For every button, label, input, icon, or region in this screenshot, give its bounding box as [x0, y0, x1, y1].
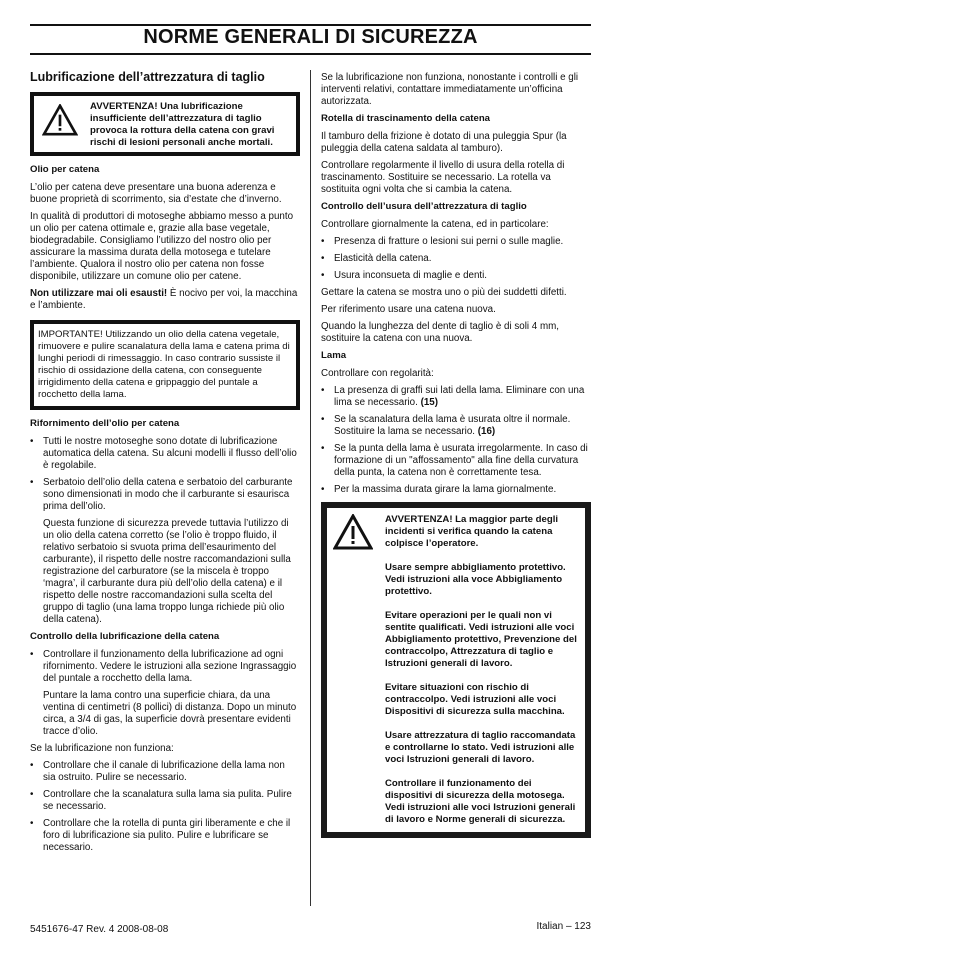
paragraph: Controllare giornalmente la catena, ed in particolare: [321, 219, 549, 230]
left-column [30, 70, 300, 859]
paragraph: Se la lubrificazione non funziona, nonostante i controlli e gli interventi relativi, contattare immediatamente un’officina autorizzata. [321, 72, 579, 107]
list-item: • Per la massima durata girare la lama giornalmente. [321, 484, 557, 495]
list-item: • Tutti le nostre motoseghe sono dotate di lubrificazione automatica della catena. Su alcuni modelli il flusso dell’olio è regolabile. [30, 436, 297, 471]
warning-paragraph: Evitare situazioni con rischio di contraccolpo. Vedi istruzioni alle voci Dispositivi di sicurezza sulla macchina. [385, 682, 565, 717]
paragraph [30, 288, 300, 312]
indented-paragraph: Puntare la lama contro una superficie chiara, da una ventina di centimetri (8 pollici) di distanza. Dopo un minuto circa, a 3/4 di gas, la superficie dovrà presentare evidenti tracce d’olio. [43, 690, 297, 737]
bullet-list [321, 236, 591, 282]
column-divider [310, 70, 311, 906]
section-heading: Lubrificazione dell’attrezzatura di taglio [30, 70, 265, 84]
right-column [321, 72, 591, 838]
subheading-check: Controllo della lubrificazione della catena [30, 631, 220, 642]
paragraph: L’olio per catena deve presentare una buona aderenza e buone proprietà di scorrimento, sia d’estate che d’inverno. [30, 182, 282, 205]
warning-paragraph: Usare attrezzatura di taglio raccomandata e controllarne lo stato. Vedi istruzioni alle voci Istruzioni generali di lavoro. [385, 730, 576, 765]
paragraph-text: È nocivo per voi, la macchina e l’ambiente. [30, 288, 298, 311]
list-item: • La presenza di graffi sui lati della lama. Eliminare con una lima se necessario. (15) [321, 385, 585, 408]
warning-box-inner [327, 508, 585, 832]
paragraph: Il tamburo della frizione è dotato di una puleggia Spur (la puleggia della catena saldata al tamburo). [321, 131, 567, 154]
paragraph: In qualità di produttori di motoseghe abbiamo messo a punto un olio per catena ottimale e, grazie alla base vegetale, biodegradabile. Consigliamo l’utilizzo del nostro olio per assicurare la massima durata della motosega e tutelare l’ambiente. Qualora il nostro olio per catena non fosse disponibile, utilizzare un comune olio per catene. [30, 211, 294, 282]
list-item: • Se la scanalatura della lama è usurata oltre il normale. Sostituire la lama se necessario. (16) [321, 414, 571, 437]
paragraph: Controllare regolarmente il livello di usura della rotella di trascinamento. Sostituire se necessario. La rotella va sostituita ogni volta che si cambia la catena. [321, 160, 565, 195]
list-item: • Se la punta della lama è usurata irregolarmente. In caso di formazione di un "affossamento" alla fine della curvatura della punta, la catena non è correttamente tesa. [321, 443, 588, 478]
important-box [30, 320, 300, 410]
paragraph: Quando la lunghezza del dente di taglio è di soli 4 mm, sostituire la catena con una nuova. [321, 321, 559, 344]
subheading-sprocket: Rotella di trascinamento della catena [321, 113, 491, 124]
list-item: • Usura inconsueta di maglie e denti. [321, 270, 488, 281]
list-item: • Controllare il funzionamento della lubrificazione ad ogni rifornimento. Vedere le istruzioni alla sezione Ingrassaggio del puntale a rocchetto della lama. [30, 649, 297, 684]
bullet-list [30, 760, 300, 854]
paragraph: Gettare la catena se mostra uno o più dei suddetti difetti. [321, 287, 567, 298]
bullet-list [30, 649, 300, 685]
list-item: • Controllare che la scanalatura sulla lama sia pulita. Pulire se necessario. [30, 789, 292, 812]
warning-paragraph: Usare sempre abbigliamento protettivo. Vedi istruzioni alla voce Abbigliamento protettivo. [385, 562, 566, 597]
subheading-bar: Lama [321, 350, 347, 361]
paragraph: Controllare con regolarità: [321, 368, 434, 379]
footer-page-number: Italian – 123 [536, 921, 591, 932]
warning-triangle-icon [333, 514, 373, 550]
indented-paragraph: Questa funzione di sicurezza prevede tuttavia l’utilizzo di un olio della catena corretto (se l’olio è troppo fluido, il relativo serbatoio si svuota prima dell’esaurimento del carburante), il rispetto delle nostre raccomandazioni sulla registrazione del carburatore (se la miscela è troppo ‘magra’, il carburante dura più dell’olio della catena) e il rispetto delle nostre raccomandazioni sulla scelta del gruppo di taglio (una lama troppo lunga richiede più olio della catena). [43, 518, 291, 625]
warning-paragraph: Controllare il funzionamento dei dispositivi di sicurezza della motosega. Vedi istruzioni alle voci Istruzioni generali di lavoro e Norme generali di sicurezza. [385, 778, 576, 825]
list-item: • Controllare che la rotella di punta giri liberamente e che il foro di lubrificazione sia pulito. Pulire e lubrificare se necessario. [30, 818, 291, 853]
list-item: • Elasticità della catena. [321, 253, 432, 264]
subheading-refill: Rifornimento dell’olio per catena [30, 418, 180, 429]
figure-reference: (16) [477, 426, 496, 437]
list-item: • Presenza di fratture o lesioni sui perni o sulle maglie. [321, 236, 564, 247]
warning-text: AVVERTENZA! Una lubrificazione insufficiente dell’attrezzatura di taglio provoca la rottura della catena con gravi rischi di lesioni personali anche mortali. [90, 101, 275, 148]
warning-paragraph: AVVERTENZA! La maggior parte degli incidenti si verifica quando la catena colpisce l’operatore. [385, 514, 559, 549]
paragraph: Se la lubrificazione non funziona: [30, 743, 174, 754]
warning-box-dark [321, 502, 591, 838]
warning-paragraph: Evitare operazioni per le quali non vi sentite qualificati. Vedi istruzioni alle voci Abbigliamento protettivo, Prevenzione del contraccolpo, Attrezzatura di taglio e Istruzioni generali di lavoro. [385, 610, 577, 669]
bold-text: Non utilizzare mai oli esausti! [30, 288, 168, 299]
important-text: IMPORTANTE! Utilizzando un olio della catena vegetale, rimuovere e pulire scanalatura della lama e catena prima di lunghi periodi di rimessaggio. In caso contrario sussiste il rischio di ossidazione della catena, con conseguente irrigidimento della catena e grippaggio del puntale a rocchetto della lama. [38, 329, 290, 400]
header-rule-bottom [30, 53, 591, 55]
subheading-oil: Olio per catena [30, 164, 100, 175]
warning-box [30, 92, 300, 156]
bullet-list [321, 385, 591, 496]
page-title: NORME GENERALI DI SICUREZZA [143, 26, 478, 48]
bullet-list [30, 436, 300, 513]
warning-triangle-icon [42, 104, 78, 136]
figure-reference: (15) [420, 397, 439, 408]
footer-doc-id: 5451676-47 Rev. 4 2008-08-08 [30, 924, 169, 935]
subheading-wear: Controllo dell’usura dell’attrezzatura di taglio [321, 201, 527, 212]
list-item: • Serbatoio dell’olio della catena e serbatoio del carburante sono dimensionati in modo che il carburante si esaurisca prima dell’olio. [30, 477, 293, 512]
list-item: • Controllare che il canale di lubrificazione della lama non sia ostruito. Pulire se necessario. [30, 760, 285, 783]
paragraph: Per riferimento usare una catena nuova. [321, 304, 496, 315]
